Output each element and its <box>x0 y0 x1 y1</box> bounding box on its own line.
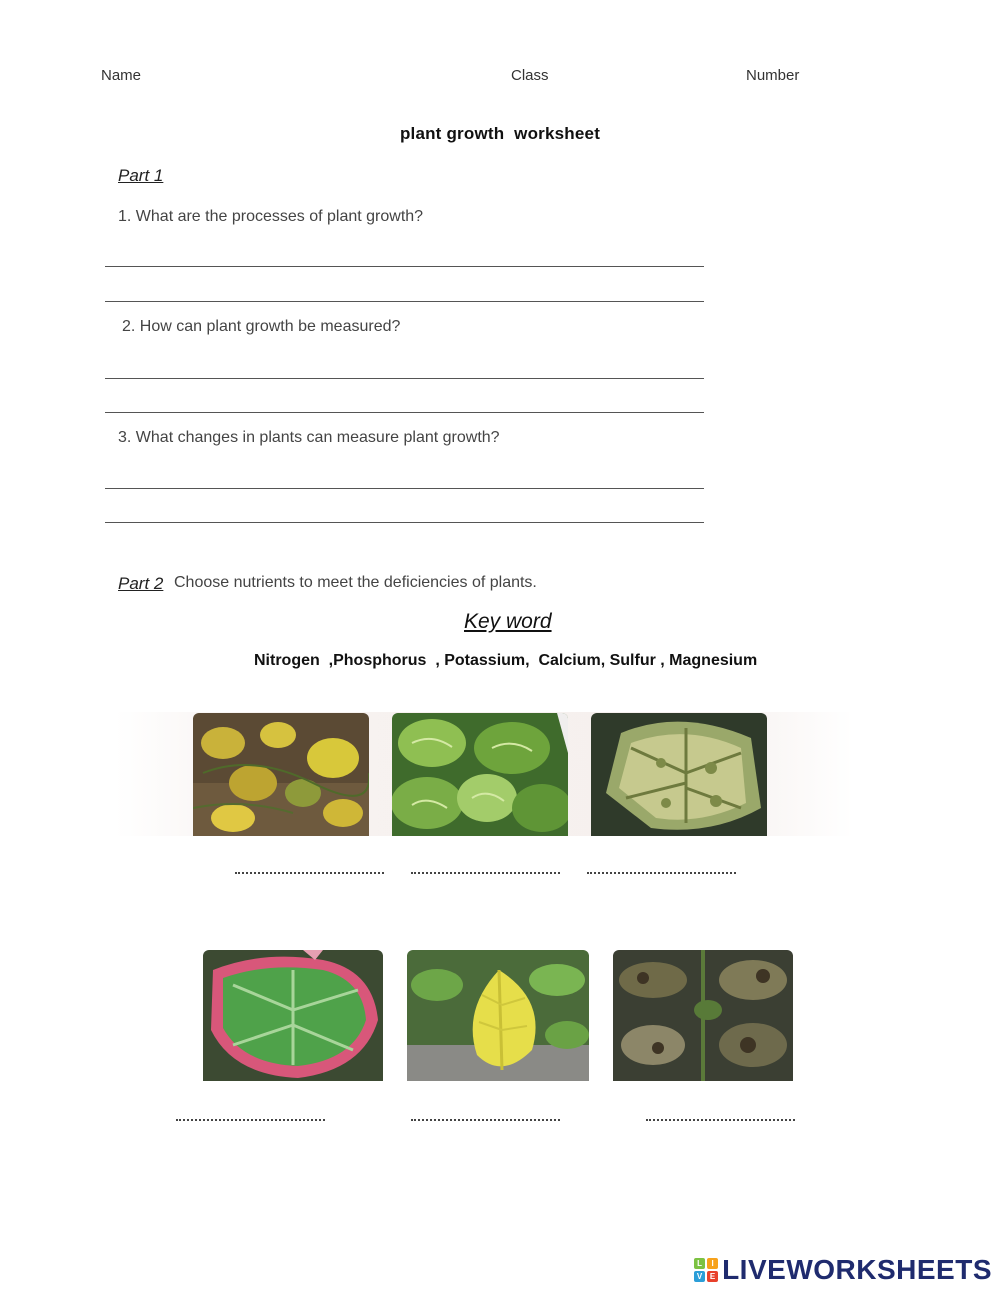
liveworksheets-logo <box>694 1251 992 1289</box>
wrinkled-green-leaves-photo-icon <box>392 713 568 836</box>
keyword-list: Nitrogen ,Phosphorus , Potassium, Calcium, Sulfur , Magnesium <box>254 652 758 669</box>
keyword-title: Key word <box>464 610 552 633</box>
dark-spotted-leaves-photo-icon <box>613 950 793 1081</box>
photo-5 <box>407 950 589 1081</box>
part2-label: Part 2 <box>118 574 164 593</box>
answer-line-3a[interactable] <box>105 488 704 489</box>
answer-line-1a[interactable] <box>105 266 704 267</box>
part1-label: Part 1 <box>118 166 164 185</box>
logo-blocks-icon <box>694 1258 718 1282</box>
photo-4 <box>203 950 383 1081</box>
answer-line-2b[interactable] <box>105 412 704 413</box>
logo-text: LIVEWORKSHEETS <box>722 1254 992 1285</box>
question-2: 2. How can plant growth be measured? <box>122 318 401 335</box>
page-title: plant growth worksheet <box>399 124 601 143</box>
photo-6 <box>613 950 793 1081</box>
answer-field-6[interactable] <box>646 1105 795 1121</box>
pink-edged-leaf-photo-icon <box>203 950 383 1081</box>
answer-field-5[interactable] <box>411 1105 560 1121</box>
number-label: Number <box>746 67 800 84</box>
yellow-leaf-photo-icon <box>407 950 589 1081</box>
answer-field-3[interactable] <box>587 858 736 874</box>
logo-block-v: V <box>694 1271 705 1282</box>
answer-field-1[interactable] <box>235 858 384 874</box>
photo-2 <box>392 713 568 836</box>
part2-instruction: Choose nutrients to meet the deficiencies of plants. <box>174 574 537 591</box>
yellow-leaves-photo-icon <box>193 713 369 836</box>
photo-3 <box>591 713 767 836</box>
answer-field-4[interactable] <box>176 1105 325 1121</box>
logo-block-l: L <box>694 1258 705 1269</box>
answer-line-2a[interactable] <box>105 378 704 379</box>
question-3: 3. What changes in plants can measure plant growth? <box>118 429 500 446</box>
answer-line-1b[interactable] <box>105 301 704 302</box>
question-1: 1. What are the processes of plant growth? <box>118 208 424 225</box>
answer-field-2[interactable] <box>411 858 560 874</box>
photo-1 <box>193 713 369 836</box>
name-label: Name <box>101 67 142 84</box>
logo-block-e: E <box>707 1271 718 1282</box>
class-label: Class <box>511 67 549 84</box>
logo-block-i: I <box>707 1258 718 1269</box>
mottled-vine-leaf-photo-icon <box>591 713 767 836</box>
answer-line-3b[interactable] <box>105 522 704 523</box>
